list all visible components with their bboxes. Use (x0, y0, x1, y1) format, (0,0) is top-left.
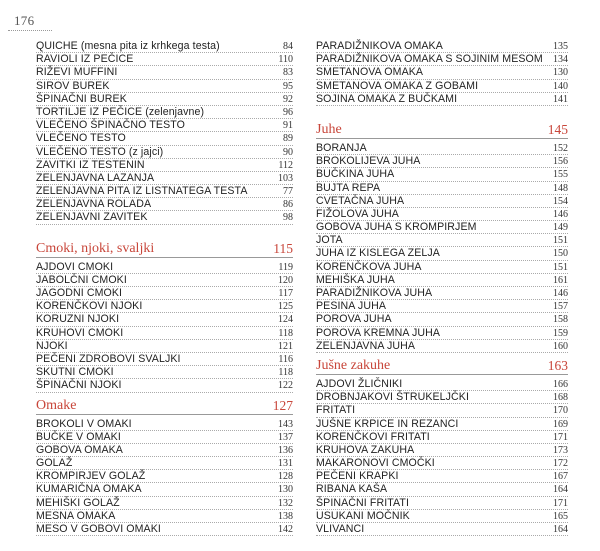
index-entry-name: RIBANA KAŠA (316, 483, 388, 496)
index-entry-name: PARADIŽNIKOVA OMAKA (316, 40, 443, 52)
index-entry (316, 195, 568, 208)
index-entry (36, 497, 293, 510)
index-entry-name: VLEČENO TESTO (36, 132, 126, 145)
index-entry (316, 391, 568, 404)
index-entry-page: 135 (553, 41, 568, 52)
section-page-number: 127 (272, 397, 293, 413)
index-entry (316, 40, 568, 53)
index-entry-page: 159 (553, 327, 568, 339)
index-entry-page: 130 (278, 484, 293, 496)
index-entry-page: 166 (553, 378, 568, 390)
section-title: Juhe (316, 121, 342, 137)
index-entry-page: 167 (553, 471, 568, 483)
index-entry (316, 234, 568, 247)
index-entry (36, 66, 293, 79)
index-entry (36, 327, 293, 340)
index-entry (36, 300, 293, 313)
index-entry (36, 313, 293, 326)
index-entry-page: 155 (553, 169, 568, 181)
index-entry (316, 182, 568, 195)
index-entry-page: 136 (278, 444, 293, 456)
index-entry (316, 53, 568, 66)
index-entry (36, 93, 293, 106)
index-entry-name: PESINA JUHA (316, 300, 386, 313)
index-entry-page: 125 (278, 301, 293, 313)
section-title: Cmoki, njoki, svaljki (36, 240, 155, 256)
index-section-juhe (316, 120, 568, 353)
index-entry-name: MESNA OMAKA (36, 509, 116, 522)
index-entry (316, 247, 568, 260)
index-entry-name: SIROV BUREK (36, 79, 110, 92)
index-entry (316, 80, 568, 93)
index-entry-page: 146 (553, 288, 568, 299)
index-entry-name: RIŽEVI MUFFINI (36, 66, 118, 79)
index-entry (36, 106, 293, 119)
index-entry-name: JUŠNE KRPICE IN REZANCI (316, 417, 459, 430)
index-entry-name: SMETANOVA OMAKA Z GOBAMI (316, 79, 479, 92)
index-entry-page: 164 (553, 524, 568, 535)
index-entry-page: 138 (278, 510, 293, 522)
index-entry-name: KORENČKOVA JUHA (316, 260, 422, 273)
index-entry (36, 287, 293, 300)
index-entry (36, 261, 293, 274)
index-entry (36, 274, 293, 287)
index-entry-name: VLEČENO ŠPINAČNO TESTO (36, 119, 185, 132)
index-entry-page: 168 (553, 392, 568, 404)
index-entry-page: 169 (553, 418, 568, 430)
index-entry-name: MEHIŠKI GOLAŽ (36, 496, 120, 509)
index-entry-name: POROVA KREMNA JUHA (316, 326, 441, 339)
index-entry (36, 483, 293, 496)
index-entry-page: 119 (278, 261, 293, 273)
index-list-omake (36, 418, 293, 537)
index-entry-name: JAGODNI CMOKI (36, 287, 123, 299)
index-entry (316, 300, 568, 313)
index-entry (316, 261, 568, 274)
index-entry-name: FRITATI (316, 404, 356, 417)
index-entry (36, 340, 293, 353)
index-entry-name: ŠPINAČNI FRITATI (316, 496, 410, 509)
index-entry-name: KRUHOVA ZAKUHA (316, 443, 415, 456)
index-entry-page: 117 (278, 288, 293, 299)
index-entry-page: 170 (553, 405, 568, 417)
index-entry-page: 142 (278, 524, 293, 535)
index-entry-name: BROKOLIJEVA JUHA (316, 155, 421, 168)
index-entry-name: BORANJA (316, 141, 367, 154)
index-list-cmoki (36, 261, 293, 393)
index-entry-name: PARADIŽNIKOVA JUHA (316, 287, 433, 299)
index-entry-name: BUČKINA JUHA (316, 168, 395, 181)
index-entry-page: 103 (278, 172, 293, 184)
index-entry (316, 155, 568, 168)
index-entry-name: ZELENJAVNI ZAVITEK (36, 211, 148, 224)
index-section-omake (36, 396, 293, 537)
index-entry-name: BUJTA REPA (316, 181, 381, 194)
index-entry-name: QUICHE (mesna pita iz krhkega testa) (36, 40, 220, 52)
index-entry (316, 66, 568, 79)
index-entry-page: 146 (553, 208, 568, 220)
index-entry (36, 80, 293, 93)
index-entry (316, 431, 568, 444)
index-entry-name: SKUTNI CMOKI (36, 366, 114, 379)
index-entry-page: 161 (553, 274, 568, 286)
index-entry-page: 143 (278, 418, 293, 430)
index-entry (36, 418, 293, 431)
index-entry-name: POROVA JUHA (316, 313, 392, 326)
index-list-jusne-zakuhe (316, 378, 568, 536)
index-entry (36, 457, 293, 470)
index-entry-page: 110 (278, 54, 293, 66)
index-entry-name: GOBOVA OMAKA (36, 443, 123, 456)
index-entry-page: 140 (553, 80, 568, 92)
index-section-cmoki (36, 239, 293, 393)
index-entry-page: 77 (283, 186, 293, 198)
index-entry (36, 119, 293, 132)
index-entry-name: PARADIŽNIKOVA OMAKA S SOJINIM MESOM (316, 53, 543, 66)
index-entry (316, 497, 568, 510)
index-entry (36, 431, 293, 444)
index-entry (36, 132, 293, 145)
index-entry-name: ŠPINAČNI NJOKI (36, 379, 122, 392)
index-entry-name: GOBOVA JUHA S KROMPIRJEM (316, 221, 477, 234)
index-entry-page: 95 (283, 80, 293, 92)
index-entry-name: KRUHOVI CMOKI (36, 326, 124, 339)
index-entry (36, 211, 293, 224)
index-entry-name: ZELENJAVNA JUHA (316, 339, 416, 352)
index-list-right-top (316, 40, 568, 106)
index-entry-name: ZELENJAVNA ROLADA (36, 198, 152, 211)
index-entry-name: KUMARIČNA OMAKA (36, 483, 142, 496)
index-section-jusne-zakuhe (316, 356, 568, 536)
index-entry-page: 86 (283, 199, 293, 211)
index-entry-name: PEČENI ZDROBOVI SVALJKI (36, 352, 181, 365)
index-entry-name: ZELENJAVNA PITA IZ LISTNATEGA TESTA (36, 185, 248, 198)
index-entry (36, 185, 293, 198)
index-entry-page: 171 (553, 497, 568, 509)
index-entry (316, 142, 568, 155)
index-entry-page: 98 (283, 212, 293, 224)
index-entry-page: 118 (278, 367, 293, 379)
index-entry-page: 84 (283, 41, 293, 52)
index-entry (36, 353, 293, 366)
index-entry (316, 404, 568, 417)
index-entry-name: NJOKI (36, 339, 68, 352)
index-entry-name: TORTILJE IZ PEČICE (zelenjavne) (36, 105, 205, 118)
index-list-juhe (316, 142, 568, 353)
index-entry-page: 141 (553, 93, 568, 105)
index-entry-name: ZELENJAVNA LAZANJA (36, 171, 155, 184)
index-entry (316, 327, 568, 340)
index-entry-page: 164 (553, 484, 568, 496)
index-entry (36, 198, 293, 211)
index-entry (316, 378, 568, 391)
index-entry-name: MAKARONOVI CMOČKI (316, 457, 435, 470)
index-entry-name: AJDOVI ŽLIČNIKI (316, 377, 403, 390)
index-entry-name: KORENČKOVI FRITATI (316, 430, 430, 443)
index-entry-page: 120 (278, 274, 293, 286)
index-entry-name: SMETANOVA OMAKA (316, 66, 424, 79)
index-entry-page: 148 (553, 182, 568, 194)
index-entry-page: 165 (553, 510, 568, 522)
index-entry-page: 118 (278, 327, 293, 339)
index-entry (316, 510, 568, 523)
index-entry (316, 313, 568, 326)
index-entry-page: 128 (278, 471, 293, 483)
index-entry-name: USUKANI MOČNIK (316, 509, 410, 522)
section-heading (316, 356, 568, 375)
index-entry (36, 444, 293, 457)
section-title: Omake (36, 397, 77, 413)
index-entry-name: JUHA IZ KISLEGA ZELJA (316, 247, 440, 260)
index-entry-name: VLIVANCI (316, 523, 365, 535)
top-rule-divider (8, 30, 52, 31)
index-entry (316, 457, 568, 470)
index-entry-page: 121 (278, 340, 293, 352)
index-entry (316, 208, 568, 221)
index-entry-name: JOTA (316, 234, 343, 247)
index-entry-page: 173 (553, 444, 568, 456)
index-entry-page: 156 (553, 156, 568, 168)
index-entry-page: 152 (553, 142, 568, 154)
index-entry-name: ŠPINAČNI BUREK (36, 92, 127, 105)
index-entry-name: GOLAŽ (36, 457, 73, 470)
index-entry-page: 150 (553, 248, 568, 260)
index-entry-name: AJDOVI CMOKI (36, 260, 114, 273)
index-entry-page: 92 (283, 93, 293, 105)
index-entry-page: 124 (278, 314, 293, 326)
index-entry-name: RAVIOLI IZ PEČICE (36, 53, 134, 66)
index-entry-name: KORUZNI NJOKI (36, 313, 120, 326)
index-entry (36, 366, 293, 379)
index-entry (36, 470, 293, 483)
section-page-number: 163 (547, 357, 568, 373)
index-entry-page: 157 (553, 301, 568, 313)
section-page-number: 145 (547, 121, 568, 137)
index-entry-page: 151 (553, 261, 568, 273)
index-entry-name: JABOLČNI CMOKI (36, 273, 127, 286)
index-column-right (316, 40, 568, 536)
index-entry (36, 40, 293, 53)
index-entry-name: ZAVITKI IZ TESTENIN (36, 158, 145, 171)
index-entry-name: KORENČKOVI NJOKI (36, 300, 143, 313)
index-entry-page: 130 (553, 67, 568, 79)
index-entry-name: MESO V GOBOVI OMAKI (36, 523, 161, 535)
index-entry-name: SOJINA OMAKA Z BUČKAMI (316, 92, 458, 105)
index-entry-name: FIŽOLOVA JUHA (316, 207, 399, 220)
index-entry-page: 132 (278, 497, 293, 509)
index-entry-page: 154 (553, 195, 568, 207)
section-page-number: 115 (273, 240, 293, 256)
index-entry (316, 483, 568, 496)
index-entry-name: MEHIŠKA JUHA (316, 273, 395, 286)
index-entry-page: 137 (278, 431, 293, 443)
index-entry (36, 172, 293, 185)
index-entry-page: 83 (283, 67, 293, 79)
section-heading (316, 120, 568, 139)
index-entry (36, 523, 293, 536)
index-entry (316, 168, 568, 181)
index-entry (316, 470, 568, 483)
index-entry-name: PEČENI KRAPKI (316, 470, 399, 483)
index-entry-name: CVETAČNA JUHA (316, 194, 405, 207)
index-entry-page: 134 (553, 54, 568, 66)
index-entry (316, 274, 568, 287)
index-entry-name: DROBNJAKOVI ŠTRUKELJČKI (316, 391, 469, 404)
index-entry-name: BUČKE V OMAKI (36, 430, 121, 443)
index-entry-page: 149 (553, 222, 568, 234)
index-entry-page: 172 (553, 458, 568, 470)
index-entry-page: 131 (278, 458, 293, 470)
index-entry (36, 510, 293, 523)
index-entry-page: 116 (278, 353, 293, 365)
section-heading (36, 239, 293, 258)
index-entry-name: KROMPIRJEV GOLAŽ (36, 470, 146, 483)
index-entry (316, 93, 568, 106)
index-entry (316, 287, 568, 300)
index-entry-name: BROKOLI V OMAKI (36, 417, 132, 430)
index-entry-page: 122 (278, 380, 293, 392)
index-entry (36, 159, 293, 172)
index-entry (316, 340, 568, 353)
index-entry (316, 221, 568, 234)
index-column-left (36, 40, 293, 536)
index-entry-page: 91 (283, 120, 293, 132)
index-entry-page: 151 (553, 235, 568, 247)
index-entry (316, 444, 568, 457)
index-entry-page: 89 (283, 133, 293, 145)
index-entry (316, 418, 568, 431)
index-entry-page: 96 (283, 106, 293, 118)
index-list-left-top (36, 40, 293, 225)
index-entry-page: 160 (553, 340, 568, 352)
page-number: 176 (14, 13, 35, 28)
index-entry-page: 112 (278, 159, 293, 171)
index-entry (36, 53, 293, 66)
section-heading (36, 396, 293, 415)
index-entry-name: VLEČENO TESTO (z jajci) (36, 145, 164, 158)
index-entry (36, 379, 293, 392)
index-entry-page: 171 (553, 431, 568, 443)
index-entry-page: 158 (553, 314, 568, 326)
index-entry-page: 90 (283, 146, 293, 158)
index-entry (316, 523, 568, 536)
section-title: Jušne zakuhe (316, 357, 391, 373)
index-entry (36, 146, 293, 159)
